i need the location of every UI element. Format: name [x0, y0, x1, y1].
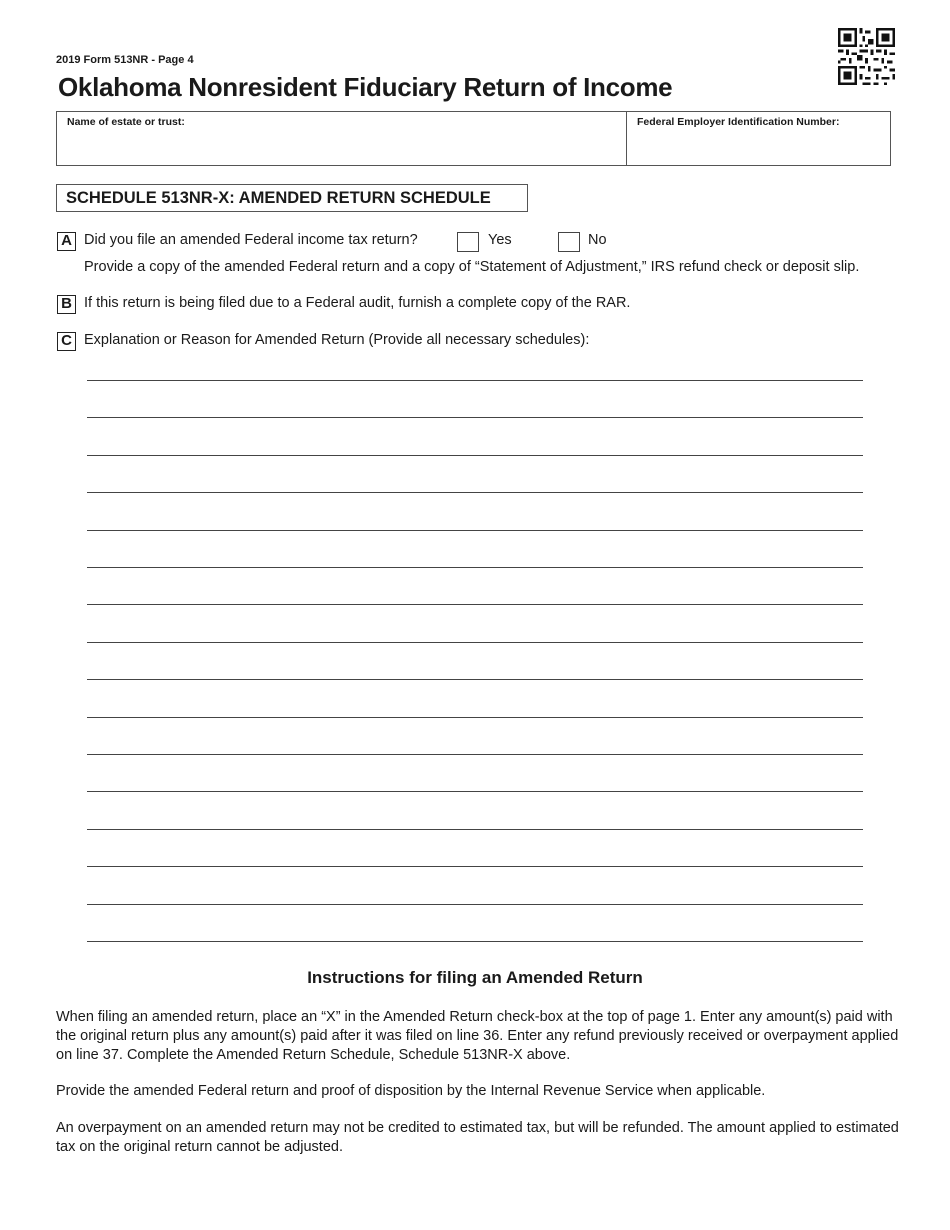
explanation-line[interactable] — [87, 679, 863, 680]
instructions-title: Instructions for filing an Amended Return — [307, 968, 643, 987]
explanation-line[interactable] — [87, 904, 863, 905]
instructions-paragraph: An overpayment on an amended return may not be credited to estimated tax, but will be refunded. The amount applied to estimated tax on the original return cannot be adjusted. — [56, 1120, 899, 1155]
question-b-letter: B — [57, 295, 76, 314]
yes-label: Yes — [488, 232, 512, 248]
explanation-line[interactable] — [87, 604, 863, 605]
question-a-letter: A — [57, 232, 76, 251]
explanation-line[interactable] — [87, 754, 863, 755]
instructions-paragraph: When filing an amended return, place an “X” in the Amended Return check-box at the top of page 1. Enter any amount(s) paid with the original return plus any amount(s) paid after it was filed on line 36. Enter any refund previously received or overpayment applied on line 37. Complete the Amended Return Schedule, Schedule 513NR-X above. — [56, 1009, 899, 1063]
explanation-line[interactable] — [87, 866, 863, 867]
explanation-line[interactable] — [87, 791, 863, 792]
fein-field[interactable] — [627, 112, 890, 165]
no-checkbox[interactable] — [558, 232, 580, 252]
explanation-line[interactable] — [87, 829, 863, 830]
form-id: 2019 Form 513NR - Page 4 — [56, 54, 194, 66]
explanation-line[interactable] — [87, 530, 863, 531]
explanation-line[interactable] — [87, 380, 863, 381]
fein-label: Federal Employer Identification Number: — [637, 116, 840, 128]
estate-name-field[interactable] — [57, 112, 626, 165]
page-title: Oklahoma Nonresident Fiduciary Return of Income — [58, 72, 673, 102]
yes-checkbox[interactable] — [457, 232, 479, 252]
qr-code-icon — [838, 28, 895, 85]
question-a-note: Provide a copy of the amended Federal return and a copy of “Statement of Adjustment,” IRS refund check or deposit slip. — [84, 259, 860, 275]
question-c-text: Explanation or Reason for Amended Return (Provide all necessary schedules): — [84, 332, 590, 348]
explanation-line[interactable] — [87, 417, 863, 418]
header-fields-box — [56, 111, 891, 166]
question-c-letter: C — [57, 332, 76, 351]
explanation-line[interactable] — [87, 455, 863, 456]
no-label: No — [588, 232, 607, 248]
estate-name-label: Name of estate or trust: — [67, 116, 185, 128]
schedule-title: SCHEDULE 513NR-X: AMENDED RETURN SCHEDULE — [56, 184, 528, 212]
instructions-paragraph: Provide the amended Federal return and proof of disposition by the Internal Revenue Service when applicable. — [56, 1083, 766, 1099]
question-b-text: If this return is being filed due to a Federal audit, furnish a complete copy of the RAR. — [84, 295, 631, 311]
explanation-line[interactable] — [87, 717, 863, 718]
question-a-text: Did you file an amended Federal income tax return? — [84, 232, 418, 248]
explanation-line[interactable] — [87, 567, 863, 568]
explanation-line[interactable] — [87, 492, 863, 493]
explanation-line[interactable] — [87, 941, 863, 942]
explanation-line[interactable] — [87, 642, 863, 643]
